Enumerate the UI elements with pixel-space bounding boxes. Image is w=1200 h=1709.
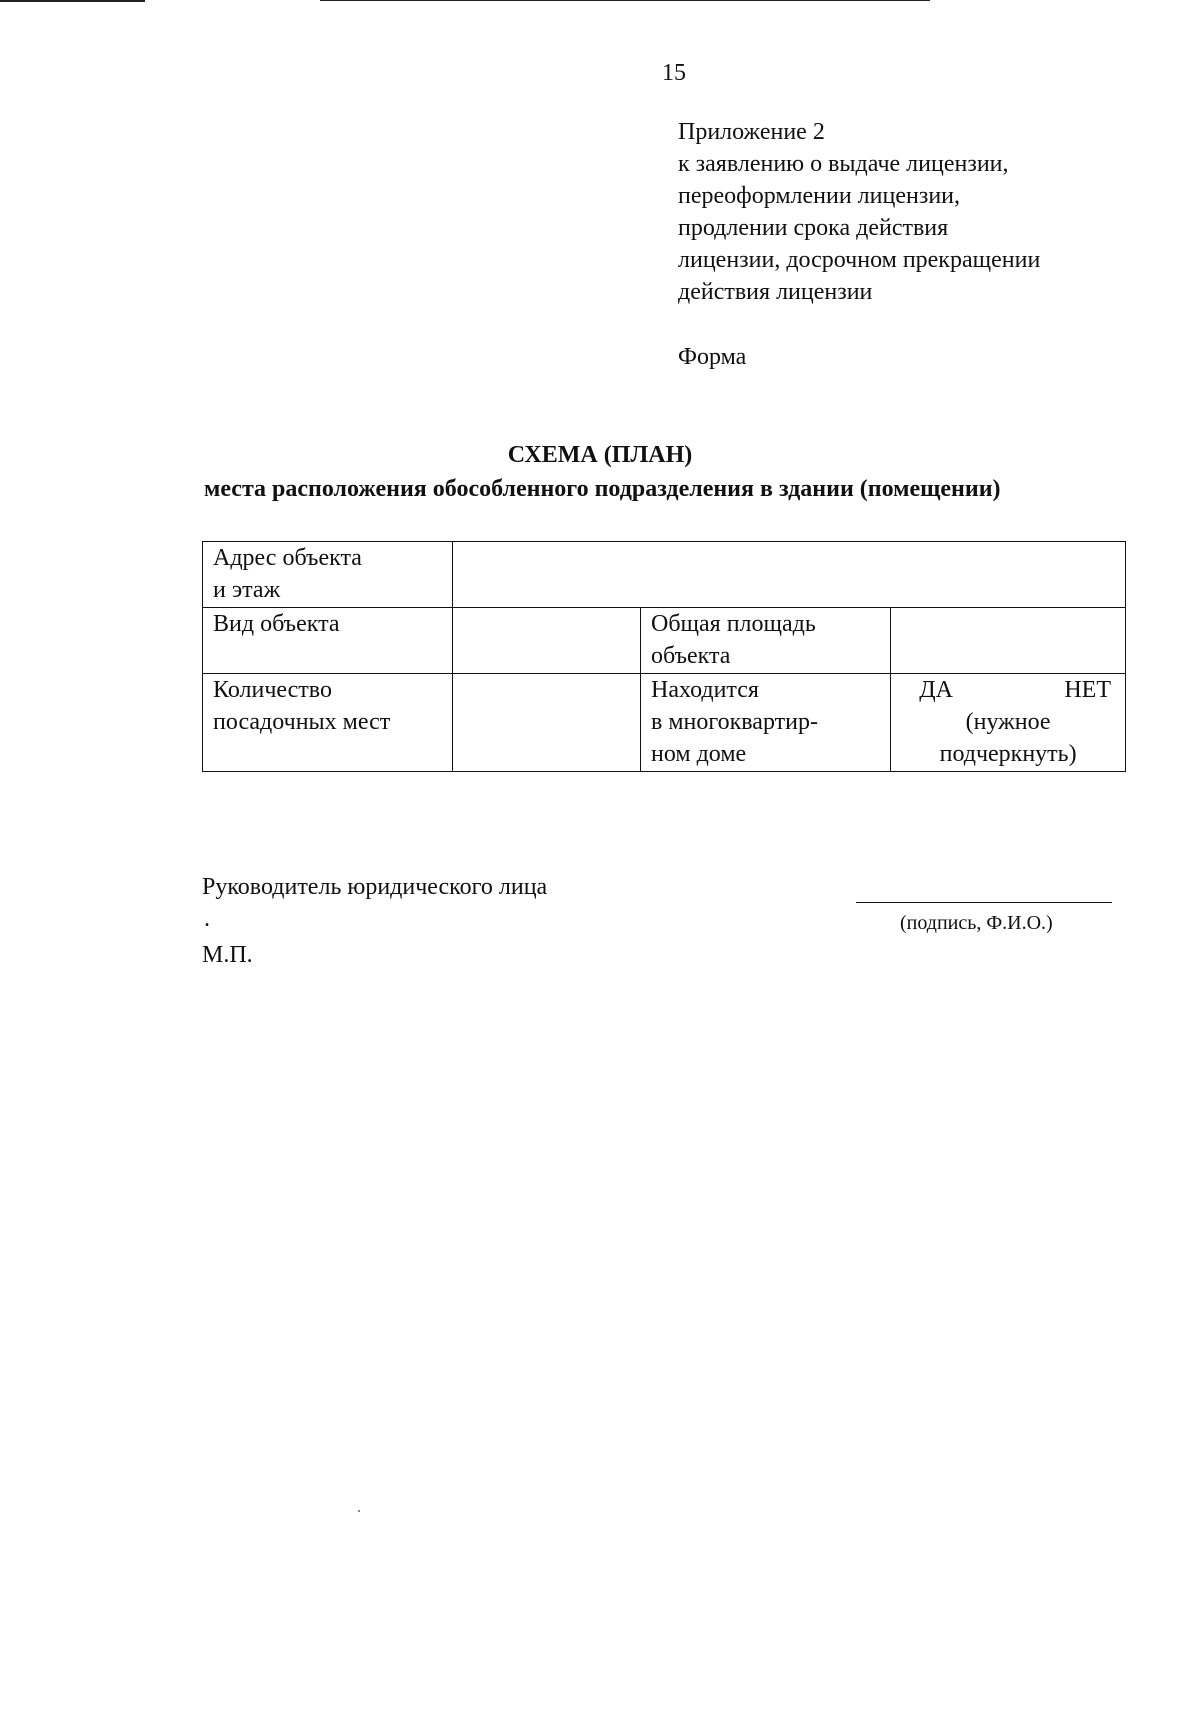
appendix-line: к заявлению о выдаче лицензии, [678,151,1009,177]
yes-no-options [901,674,1115,706]
appendix-line: лицензии, досрочном прекращении [678,247,1041,273]
form-label: Форма [678,344,747,370]
scan-edge-mark [320,0,930,1]
stamp-label: М.П. [202,942,253,968]
head-of-entity-label: Руководитель юридического лица [202,874,548,900]
stray-dot: . [204,906,210,932]
appendix-line: действия лицензии [678,279,873,305]
address-value-cell[interactable] [453,542,1126,608]
object-type-value-cell[interactable] [453,608,641,674]
address-label: и этаж [213,577,281,603]
apartment-label: Находится [651,677,759,703]
signature-caption: (подпись, Ф.И.О.) [900,912,1053,934]
object-type-label: Вид объекта [213,611,340,637]
underline-note: (нужное [965,709,1051,735]
appendix-line: переоформлении лицензии, [678,183,961,209]
appendix-line: Приложение 2 [678,119,825,145]
address-label-cell [203,542,453,608]
object-type-label-cell [203,608,453,674]
no-option[interactable]: НЕТ [1064,677,1111,703]
yes-option[interactable]: ДА [919,677,953,703]
appendix-line: продлении срока действия [678,215,949,241]
page-number: 15 [662,60,686,86]
object-info-table [202,541,1126,772]
document-subtitle: места расположения обособленного подразделения в здании (помещении) [204,476,1001,502]
seats-value-cell[interactable] [453,674,641,772]
address-label: Адрес объекта [213,545,362,571]
apartment-label: в многоквартир- [651,709,818,735]
seats-label: Количество [213,677,332,703]
appendix-note [678,116,1040,308]
yes-no-cell [891,674,1126,772]
scan-speck [358,1510,360,1512]
apartment-label-cell [641,674,891,772]
scan-edge-mark [0,0,145,2]
underline-note: подчеркнуть) [939,741,1077,767]
signature-line[interactable] [856,902,1112,903]
table-row [203,674,1126,772]
area-value-cell[interactable] [891,608,1126,674]
document-title: СХЕМА (ПЛАН) [507,442,693,468]
seats-label: посадочных мест [213,709,391,735]
table-row [203,608,1126,674]
apartment-label: ном доме [651,741,747,767]
table-row [203,542,1126,608]
seats-label-cell [203,674,453,772]
area-label: объекта [651,643,731,669]
area-label: Общая площадь [651,611,816,637]
area-label-cell [641,608,891,674]
